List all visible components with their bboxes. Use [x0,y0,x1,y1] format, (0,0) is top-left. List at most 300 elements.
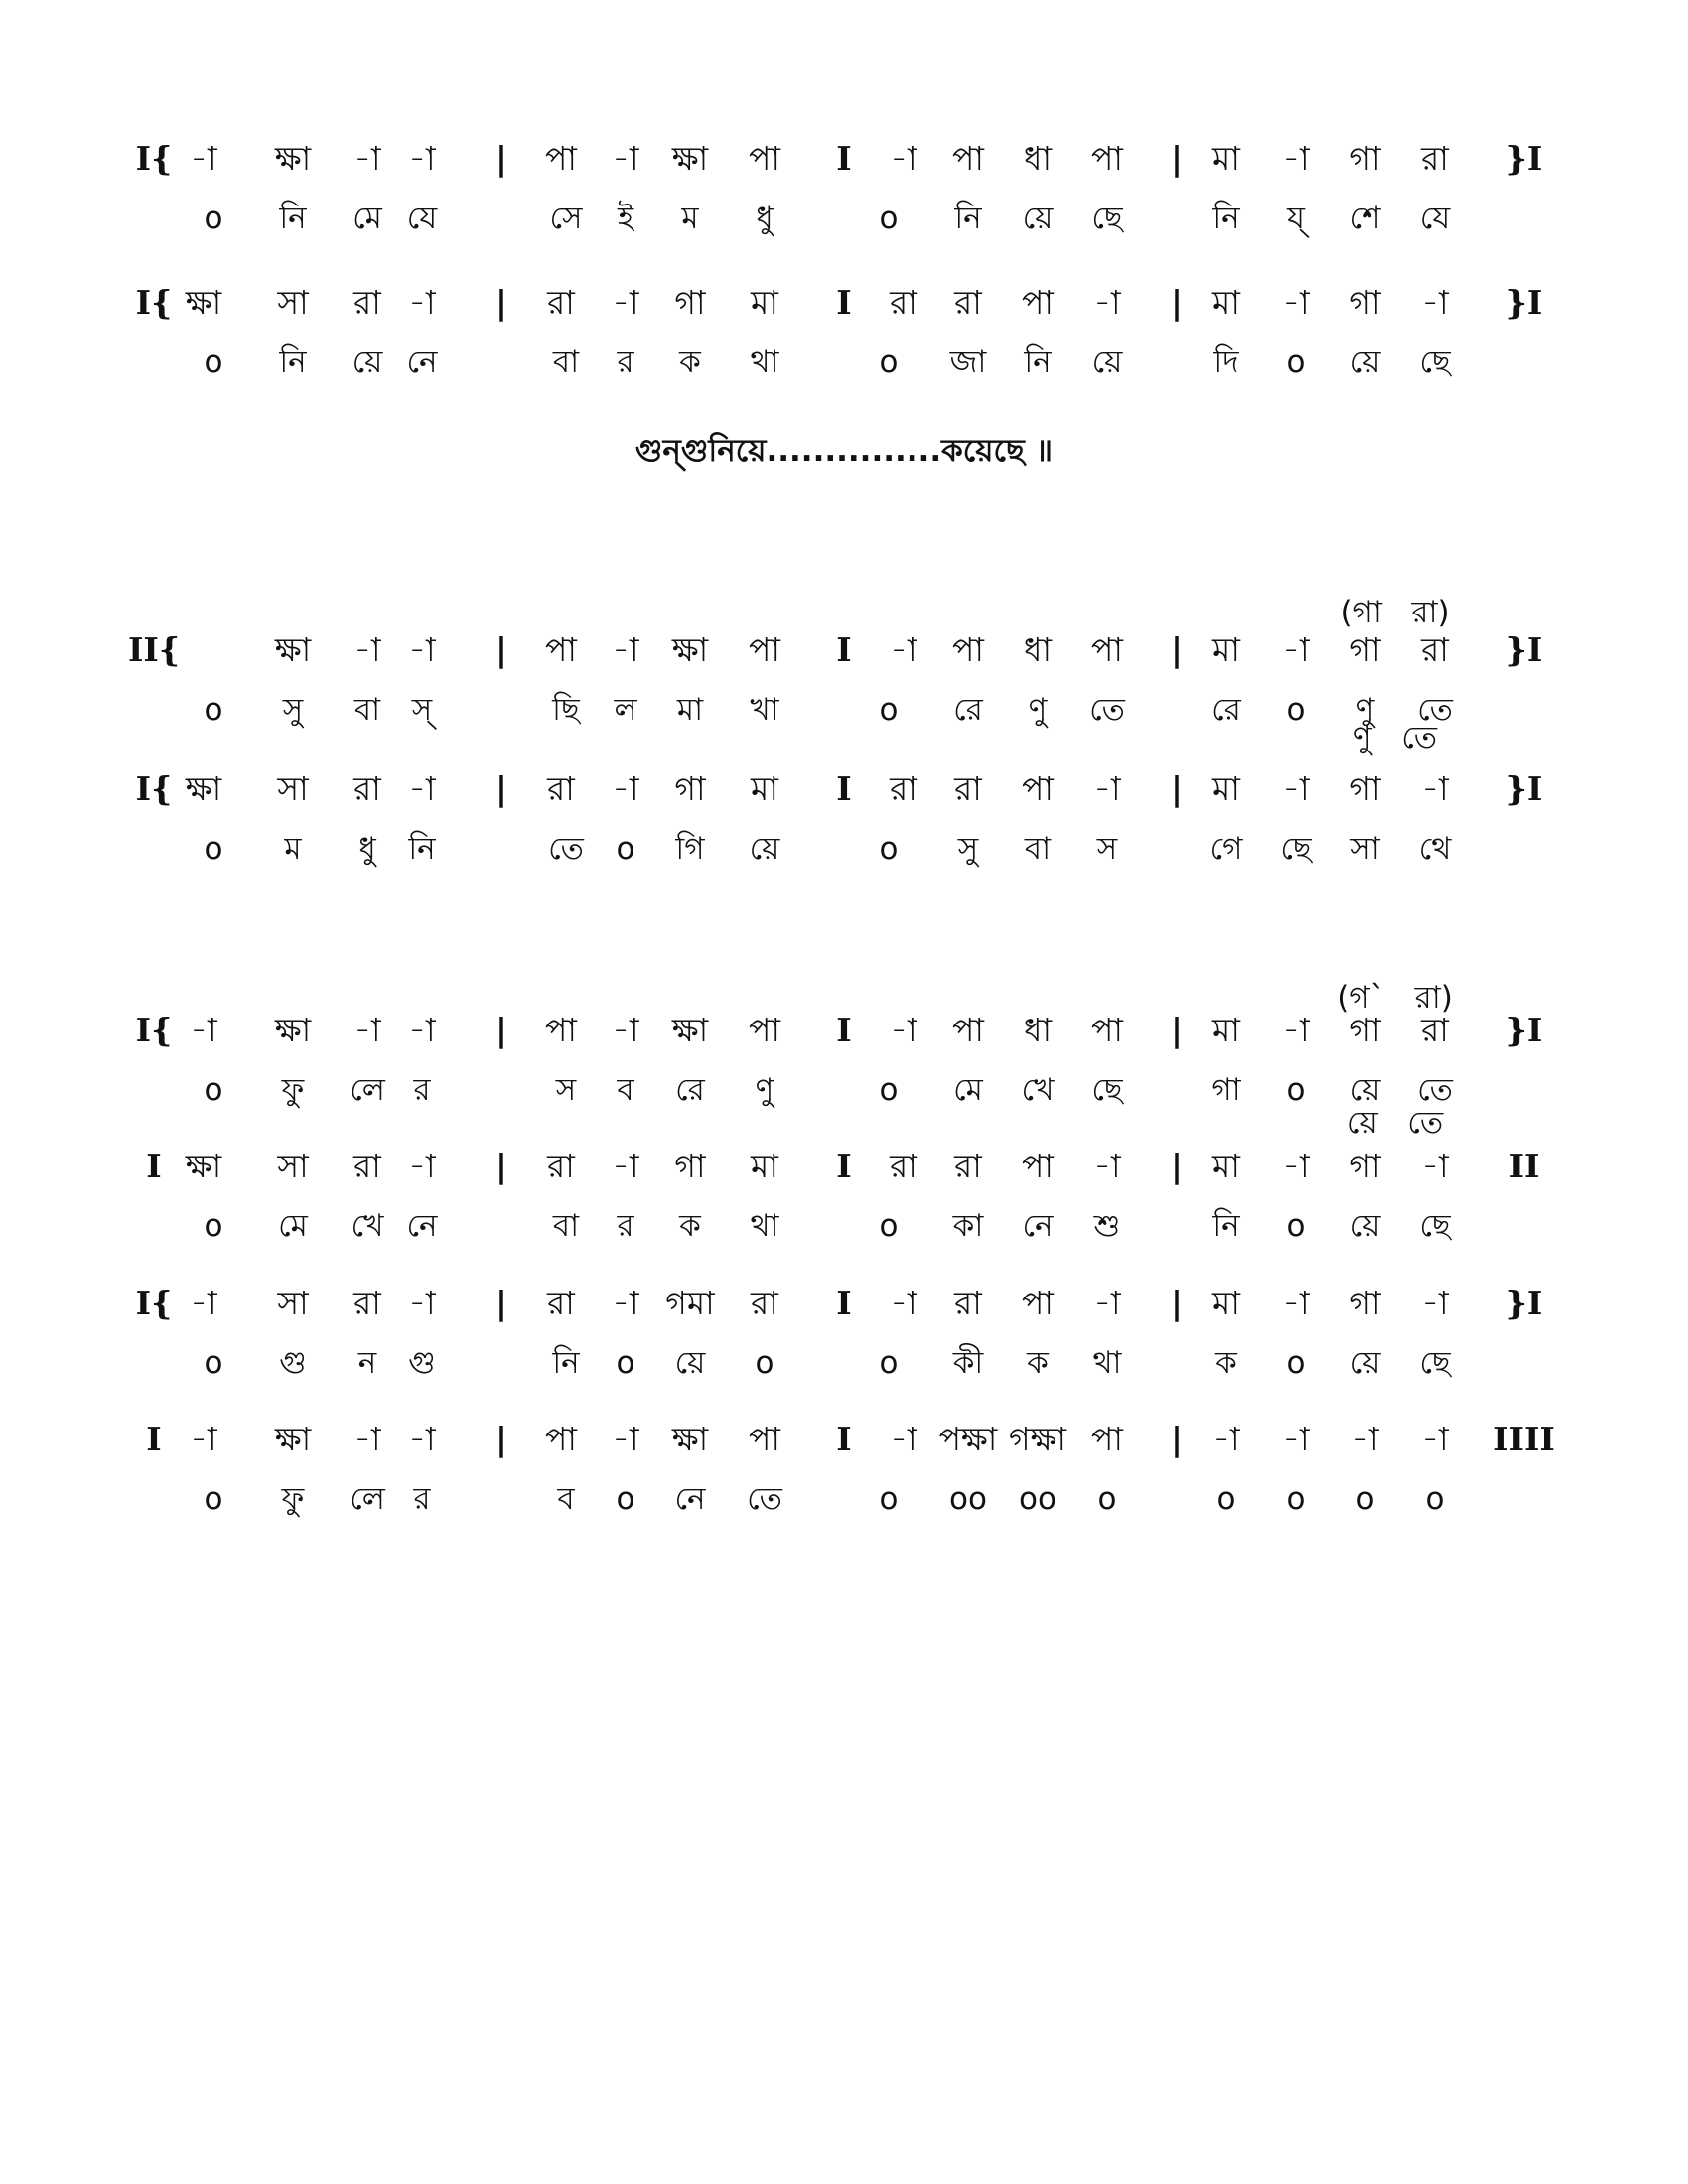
lyric-syllable: ফু [281,1072,305,1108]
note: -া [408,1284,436,1322]
lyric-syllable: যে [1419,201,1451,236]
note: -া [408,1011,436,1049]
note: -া [353,1420,381,1458]
bar-mark: | [494,769,508,808]
note: -া [408,283,436,322]
bar-mark: I [836,630,852,669]
lyric-syllable: o [1286,1208,1306,1244]
lyric-syllable: থে [1418,831,1452,867]
note: রা [547,1284,575,1322]
note: -া [1212,1420,1240,1458]
note: পা [1022,283,1054,322]
note: রা [954,1147,982,1185]
bar-mark: | [1170,630,1184,669]
note: গক্ষা [1009,1420,1066,1458]
lyric-syllable: খা [750,692,779,728]
lyric-syllable: নে [1022,1208,1054,1244]
note: রা [1421,630,1449,669]
lyric-syllable: o [879,1072,899,1108]
notes-row [127,620,1543,680]
bar-mark: I [836,1011,852,1049]
note: পা [952,1011,984,1049]
lyric-syllable: o [1286,1072,1306,1108]
note: -া [190,1420,217,1458]
lyric-syllable: নি [552,1345,580,1381]
lyric-syllable: o [616,1345,635,1381]
note: মা [1212,630,1240,669]
notation-line [135,1001,1543,1120]
note: পা [1022,1284,1054,1322]
bar-mark: }I [1505,1284,1543,1322]
lyric-syllable: o [879,344,899,380]
note: সা [277,1147,309,1185]
lyric-syllable: রে [675,1072,705,1108]
lyric-syllable: গা [1211,1072,1241,1108]
lyric-syllable: oo [1019,1481,1056,1517]
notes-row [135,273,1543,333]
lyric-syllable: যে [406,201,438,236]
bar-mark: I [146,1420,162,1458]
lyric-syllable: থা [1092,1345,1122,1381]
note: রা [353,283,381,322]
note: -া [1093,1147,1121,1185]
note: পা [749,139,780,178]
section-caption: গুন্‌গুনিয়ে...............কয়েছে ॥ [634,433,1054,469]
note: -া [1282,1420,1310,1458]
note: -া [353,1011,381,1049]
lyric-syllable: o [879,1481,899,1517]
note: ক্ষা [185,283,222,322]
lyric-syllable: ণু [1028,692,1048,728]
note: ধা [1023,630,1053,669]
lyric-syllable: গু [279,1345,307,1381]
lyric-syllable: তে [548,831,584,867]
lyric-syllable: শু [1093,1208,1121,1244]
note: মা [751,283,778,322]
lyric-syllable: কা [952,1208,984,1244]
note: -া [1421,1420,1449,1458]
lyric-syllable: ক [1027,1345,1049,1381]
lyric-syllable: য়ে [674,1345,706,1381]
bar-mark: | [1170,1147,1184,1185]
lyric-syllable: তে [1417,692,1453,728]
lyric-syllable: মে [278,1208,308,1244]
lyric-syllable: য়ে [1022,201,1054,236]
note: পা [1091,630,1123,669]
lyric-syllable: o [204,1481,223,1517]
lyric-syllable: o [204,344,223,380]
note: পা [1022,1147,1054,1185]
note: মা [1212,1011,1240,1049]
note: গা [674,769,706,808]
lyric-syllable: ছে [1091,1072,1123,1108]
note: -া [1282,1011,1310,1049]
bar-mark: | [494,630,508,669]
lyric-syllable: নি [1212,201,1240,236]
lyric-syllable: য়ে [1349,1345,1381,1381]
lyric-syllable: বা [1024,831,1052,867]
lyric-syllable: ম [284,831,302,867]
lyric-syllable: নি [408,831,436,867]
note: -া [1282,283,1310,322]
notes-row [135,129,1543,189]
lyric-syllable: সু [957,831,979,867]
note: রা [353,1147,381,1185]
lyric-syllable: ছে [1419,1208,1451,1244]
note: পা [749,1011,780,1049]
lyrics-row [149,1333,1539,1393]
bar-mark: I [836,1420,852,1458]
lyric-syllable: নে [406,344,438,380]
note: -া [1421,769,1449,808]
note: মা [1212,139,1240,178]
note: -া [890,1284,917,1322]
lyric-syllable: o [1355,1481,1375,1517]
note: -া [612,1284,639,1322]
note: গা [1349,1147,1381,1185]
lyric-syllable: o [879,831,899,867]
lyric-syllable: খে [351,1208,384,1244]
bar-mark: I{ [135,139,173,178]
note: গা [674,1147,706,1185]
note: রা [353,1284,381,1322]
bar-mark: | [494,1147,508,1185]
lyric-syllable: o [204,1072,223,1108]
lyric-syllable: ক [679,344,701,380]
lyrics-row [149,680,1539,740]
bar-mark: }I [1505,630,1543,669]
lyric-syllable: মে [953,1072,983,1108]
bar-mark: I{ [135,769,173,808]
note: গা [1349,283,1381,322]
note: -া [890,1011,917,1049]
lyric-syllable: o [1286,344,1306,380]
lyric-syllable: র [413,1481,431,1517]
lyric-syllable: o [1216,1481,1236,1517]
note: ক্ষা [274,1011,312,1049]
note: গা [1349,139,1381,178]
notation-line [127,620,1543,740]
lyric-syllable: o [1425,1481,1445,1517]
note: -া [612,630,639,669]
note: পা [545,139,577,178]
notation-line [146,1137,1540,1256]
note: গমা [665,1284,715,1322]
note: রা [353,769,381,808]
note: রা [547,1147,575,1185]
note: -া [612,1420,639,1458]
bar-mark: | [494,1420,508,1458]
note: রা [890,283,917,322]
lyric-syllable: তে [747,1481,782,1517]
variant-notes: (গা রা) [1340,595,1450,630]
lyric-syllable: নে [406,1208,438,1244]
lyric-syllable: o [204,692,223,728]
notes-row [135,1274,1543,1333]
note: ক্ষা [185,769,222,808]
lyric-syllable: ক [679,1208,701,1244]
note: গা [1349,1284,1381,1322]
lyric-syllable: য়ে [1349,344,1381,380]
lyric-syllable: নি [954,201,982,236]
note: রা [751,1284,778,1322]
lyric-syllable: o [1286,1481,1306,1517]
lyric-syllable: o [1286,1345,1306,1381]
lyric-syllable: ছি [552,692,580,728]
lyric-syllable: o [204,201,223,236]
bar-mark: | [1170,283,1184,322]
lyric-syllable: ল [614,692,637,728]
note: মা [751,1147,778,1185]
note: গা [1349,1011,1381,1049]
lyrics-row [149,1060,1539,1120]
bar-mark: | [1170,1284,1184,1322]
lyric-syllable: সা [1350,831,1380,867]
variant-notes: (গ` রা) [1337,980,1453,1016]
notation-line [135,1274,1543,1393]
note: -া [1093,283,1121,322]
note: ক্ষা [274,1420,312,1458]
note: -া [353,630,381,669]
bar-mark: }I [1505,139,1543,178]
lyric-syllable: o [204,1208,223,1244]
lyric-syllable: দি [1213,344,1239,380]
note: -া [1351,1420,1379,1458]
note: সা [277,1284,309,1322]
note: ক্ষা [671,630,709,669]
note: -া [612,769,639,808]
lyric-syllable: তে [1417,1072,1453,1108]
lyric-syllable: বা [552,344,580,380]
note: -া [612,1147,639,1185]
bar-mark: I{ [135,1011,173,1049]
lyric-syllable: o [616,831,635,867]
note: সা [277,283,309,322]
lyric-syllable: থা [750,1208,779,1244]
notes-row [146,1410,1555,1469]
lyrics-row [149,1196,1539,1256]
note: পা [749,1420,780,1458]
note: ধা [1023,1011,1053,1049]
lyrics-row [149,333,1539,392]
note: -া [1282,139,1310,178]
bar-mark: | [494,283,508,322]
notation-line [146,1410,1555,1529]
note: পা [1091,1011,1123,1049]
bar-mark: I{ [135,1284,173,1322]
lyric-syllable: গু [408,1345,436,1381]
lyric-syllable: র [413,1072,431,1108]
lyric-syllable: গি [675,831,705,867]
bar-mark: | [1170,1420,1184,1458]
bar-mark: I{ [135,283,173,322]
lyric-syllable: নে [674,1481,706,1517]
lyric-syllable: ব [557,1481,575,1517]
note: ধা [1023,139,1053,178]
lyric-syllable: ছে [1091,201,1123,236]
note: পা [1091,1420,1123,1458]
lyric-syllable: বা [552,1208,580,1244]
note: পা [1022,769,1054,808]
note: পা [545,1420,577,1458]
note: মা [1212,1284,1240,1322]
lyric-syllable: থা [750,344,779,380]
lyric-syllable: ধু [756,201,774,236]
bar-mark: I [146,1147,162,1185]
lyric-syllable: য়ে [1091,344,1123,380]
note: রা [547,769,575,808]
lyric-syllable: মে [352,201,382,236]
lyric-syllable: ণু [1355,692,1375,728]
lyric-syllable: o [616,1481,635,1517]
note: সা [277,769,309,808]
lyric-syllable: য়ে [1349,1208,1381,1244]
lyric-syllable: স্ [411,692,433,728]
notes-row [135,1001,1543,1060]
lyric-syllable: য়ে [1349,1072,1381,1108]
note: পা [1091,139,1123,178]
note: রা [1421,139,1449,178]
lyric-syllable: য়ে [749,831,780,867]
notation-line [135,273,1543,392]
lyric-syllable: স [1096,831,1118,867]
note: -া [408,769,436,808]
lyric-syllable: লে [350,1481,385,1517]
bar-mark: IIII [1493,1420,1555,1458]
note: গা [1349,630,1381,669]
lyric-syllable: মা [676,692,704,728]
note: -া [1093,1284,1121,1322]
lyric-syllable: গে [1209,831,1243,867]
lyrics-row [149,189,1539,248]
lyric-syllable: সে [549,201,583,236]
note: -া [190,139,217,178]
bar-mark: | [1170,1011,1184,1049]
note: রা [954,1284,982,1322]
note: মা [1212,769,1240,808]
bar-mark: II [1508,1147,1540,1185]
note: পা [952,139,984,178]
lyric-syllable: রে [953,692,983,728]
bar-mark: }I [1505,283,1543,322]
variant-lyric: ণু তে [1352,720,1438,755]
note: -া [408,1147,436,1185]
note: -া [408,139,436,178]
note: গা [674,283,706,322]
lyric-syllable: o [879,201,899,236]
note: -া [612,283,639,322]
bar-mark: | [494,139,508,178]
notes-row [146,1137,1540,1196]
note: মা [1212,283,1240,322]
lyric-syllable: নি [279,344,307,380]
lyric-syllable: তে [1089,692,1125,728]
note: রা [890,1147,917,1185]
bar-mark: I [836,1147,852,1185]
lyric-syllable: জা [949,344,987,380]
note: রা [890,769,917,808]
note: পা [749,630,780,669]
note: ক্ষা [671,1011,709,1049]
bar-mark: II{ [127,630,181,669]
lyric-syllable: ব [617,1072,634,1108]
note: -া [890,139,917,178]
lyric-syllable: ফু [281,1481,305,1517]
note: -া [408,630,436,669]
note: গা [1349,769,1381,808]
lyric-syllable: o [1286,692,1306,728]
note: -া [612,139,639,178]
lyrics-row [149,819,1539,879]
note: -া [1421,1147,1449,1185]
lyric-syllable: o [879,1208,899,1244]
note: -া [1421,283,1449,322]
lyric-syllable: য়ে [352,344,383,380]
lyric-syllable: খে [1021,1072,1055,1108]
lyric-syllable: ম [681,201,699,236]
note: -া [190,1284,217,1322]
bar-mark: }I [1505,1011,1543,1049]
bar-mark: I [836,139,852,178]
lyric-syllable: য্ [1287,201,1305,236]
lyric-syllable: o [204,831,223,867]
note: রা [1421,1011,1449,1049]
lyric-syllable: শে [1349,201,1381,236]
note: পা [545,1011,577,1049]
bar-mark: I [836,1284,852,1322]
note: -া [408,1420,436,1458]
note: -া [1282,1147,1310,1185]
lyric-syllable: র [617,344,634,380]
note: ক্ষা [185,1147,222,1185]
lyric-syllable: ণু [755,1072,774,1108]
lyric-syllable: নি [1212,1208,1240,1244]
note: মা [751,769,778,808]
bar-mark: | [494,1011,508,1049]
lyric-syllable: oo [949,1481,987,1517]
lyric-syllable: ছে [1280,831,1312,867]
lyric-syllable: রে [1211,692,1241,728]
note: ক্ষা [274,630,312,669]
note: ক্ষা [274,139,312,178]
note: ক্ষা [671,139,709,178]
note: -া [1421,1284,1449,1322]
lyric-syllable: o [204,1345,223,1381]
note: রা [954,769,982,808]
bar-mark: I [836,769,852,808]
lyric-syllable: র [617,1208,634,1244]
note: -া [612,1011,639,1049]
note: -া [890,630,917,669]
lyric-syllable: স [555,1072,577,1108]
note: পক্ষা [938,1420,998,1458]
lyric-syllable: নি [279,201,307,236]
bar-mark: }I [1505,769,1543,808]
notation-line [135,759,1543,879]
lyric-syllable: ন [357,1345,377,1381]
lyric-syllable: ছে [1419,1345,1451,1381]
lyric-syllable: ধু [358,831,376,867]
note: -া [190,1011,217,1049]
note: -া [1093,769,1121,808]
lyric-syllable: o [879,1345,899,1381]
lyric-syllable: ছে [1419,344,1451,380]
note: পা [545,630,577,669]
note: পা [952,630,984,669]
lyric-syllable: o [755,1345,774,1381]
notation-line [135,129,1543,248]
note: -া [1282,769,1310,808]
